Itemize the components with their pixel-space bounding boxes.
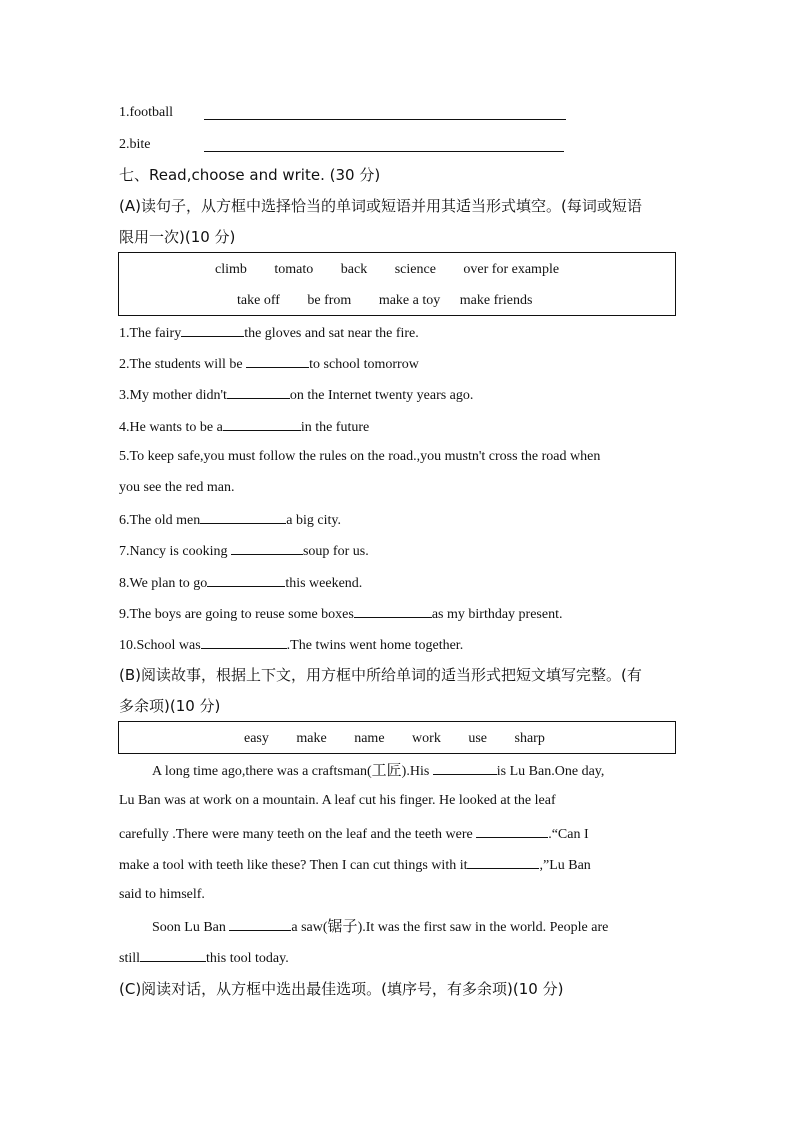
question-text: 1.The fairy — [119, 326, 182, 341]
story-text: ,”Lu Ban — [539, 858, 591, 873]
question-text: 6.The old men — [119, 513, 201, 528]
part-b-instruction-1: (B)阅读故事，根据上下文，用方框中所给单词的适当形式把短文填写完整。(有 — [119, 666, 642, 684]
fill-blank[interactable] — [246, 354, 309, 368]
box-word: back — [340, 262, 368, 277]
story-line-7 — [119, 948, 289, 968]
story-text: is Lu Ban.One day, — [496, 764, 605, 779]
question-text: on the Internet twenty years ago. — [289, 388, 474, 403]
story-text: .“Can I — [548, 827, 589, 842]
story-line-2 — [119, 792, 556, 810]
box-word: make — [296, 731, 327, 746]
answer-line-1[interactable] — [204, 119, 566, 120]
question-2 — [119, 354, 419, 374]
fill-blank[interactable] — [207, 573, 285, 587]
question-text: 10.School was — [119, 638, 201, 653]
story-text: a saw( — [291, 920, 328, 935]
story-text: 锯子 — [327, 917, 358, 935]
story-line-1 — [152, 761, 604, 781]
vocab-word: football — [129, 105, 174, 120]
box-word: work — [412, 731, 441, 746]
question-text: 2.The students will be — [119, 357, 247, 372]
question-9 — [119, 604, 562, 624]
story-text: 工匠 — [371, 761, 402, 779]
question-text: you see the red man. — [119, 480, 235, 495]
question-text: 7.Nancy is cooking — [119, 544, 231, 559]
fill-blank[interactable] — [201, 635, 287, 649]
question-text: 9.The boys are going to reuse some boxes — [119, 607, 354, 622]
story-line-5 — [119, 886, 205, 904]
fill-blank[interactable] — [227, 385, 290, 399]
box-word: climb — [215, 262, 247, 277]
box-word: use — [468, 731, 487, 746]
question-1 — [119, 323, 419, 343]
vocab-item-1 — [119, 104, 173, 122]
fill-blank[interactable] — [433, 761, 497, 775]
story-text: ).It was the first saw in the world. People are — [357, 920, 609, 935]
fill-blank[interactable] — [229, 917, 291, 931]
question-text: 5.To keep safe,you must follow the rules on the road.,you mustn't cross the road when — [119, 449, 601, 464]
question-text: as my birthday present. — [431, 607, 563, 622]
word-box-a-row-2 — [237, 292, 532, 310]
story-text: make a tool with teeth like these? Then I can cut things with it — [119, 858, 468, 873]
fill-blank[interactable] — [476, 824, 548, 838]
word-box-a-row-1 — [215, 261, 559, 279]
story-text: Soon Lu Ban — [152, 920, 230, 935]
question-8 — [119, 573, 362, 593]
box-word: tomato — [274, 262, 314, 277]
box-word: make a toy — [378, 293, 441, 308]
question-text: a big city. — [286, 513, 341, 528]
box-word: name — [354, 731, 385, 746]
word-box-b — [118, 721, 676, 754]
story-text: this tool today. — [206, 951, 289, 966]
story-text: carefully .There were many teeth on the leaf and the teeth were — [119, 827, 477, 842]
story-line-4 — [119, 855, 591, 875]
question-text: to school tomorrow — [309, 357, 419, 372]
story-text: said to himself. — [119, 887, 205, 902]
fill-blank[interactable] — [181, 323, 244, 337]
box-word: sharp — [514, 731, 545, 746]
vocab-num: 1. — [119, 105, 130, 120]
vocab-item-2 — [119, 136, 151, 154]
fill-blank[interactable] — [200, 510, 286, 524]
box-word: science — [394, 262, 436, 277]
story-text: ).His — [401, 764, 433, 779]
story-text: A long time ago,there was a craftsman( — [152, 764, 372, 779]
question-5 — [119, 448, 600, 466]
question-text: 4.He wants to be a — [119, 420, 223, 435]
fill-blank[interactable] — [354, 604, 432, 618]
section-title: 七、Read,choose and write. (30 分) — [119, 166, 381, 184]
question-4 — [119, 417, 369, 437]
box-word: make friends — [459, 293, 533, 308]
story-text: still — [119, 951, 141, 966]
question-text: 3.My mother didn't — [119, 388, 227, 403]
question-7 — [119, 541, 369, 561]
question-text: 8.We plan to go — [119, 576, 208, 591]
story-line-6 — [152, 917, 608, 937]
part-b-instruction-2: 多余项)(10 分) — [119, 697, 221, 715]
question-text: .The twins went home together. — [286, 638, 464, 653]
box-word: be from — [307, 293, 352, 308]
question-text: in the future — [300, 420, 370, 435]
question-text: the gloves and sat near the fire. — [244, 326, 419, 341]
vocab-num: 2. — [119, 137, 130, 152]
question-3 — [119, 385, 473, 405]
part-c-instruction: (C)阅读对话，从方框中选出最佳选项。(填序号，有多余项)(10 分) — [119, 980, 564, 998]
vocab-word: bite — [129, 137, 151, 152]
answer-line-2[interactable] — [204, 151, 564, 152]
box-word: take off — [237, 293, 280, 308]
question-text: soup for us. — [302, 544, 369, 559]
question-10 — [119, 635, 463, 655]
part-a-instruction-2: 限用一次)(10 分) — [119, 228, 236, 246]
question-5-cont — [119, 479, 234, 497]
box-word: easy — [244, 731, 269, 746]
question-6 — [119, 510, 341, 530]
story-text: Lu Ban was at work on a mountain. A leaf cut his finger. He looked at the leaf — [119, 793, 556, 808]
story-line-3 — [119, 824, 589, 844]
question-text: this weekend. — [285, 576, 363, 591]
word-box-a — [118, 252, 676, 316]
part-a-instruction-1: (A)读句子，从方框中选择恰当的单词或短语并用其适当形式填空。(每词或短语 — [119, 197, 642, 215]
fill-blank[interactable] — [467, 855, 539, 869]
fill-blank[interactable] — [231, 541, 303, 555]
fill-blank[interactable] — [223, 417, 301, 431]
word-box-b-row — [244, 730, 545, 748]
fill-blank[interactable] — [140, 948, 206, 962]
box-word: over for example — [463, 262, 560, 277]
